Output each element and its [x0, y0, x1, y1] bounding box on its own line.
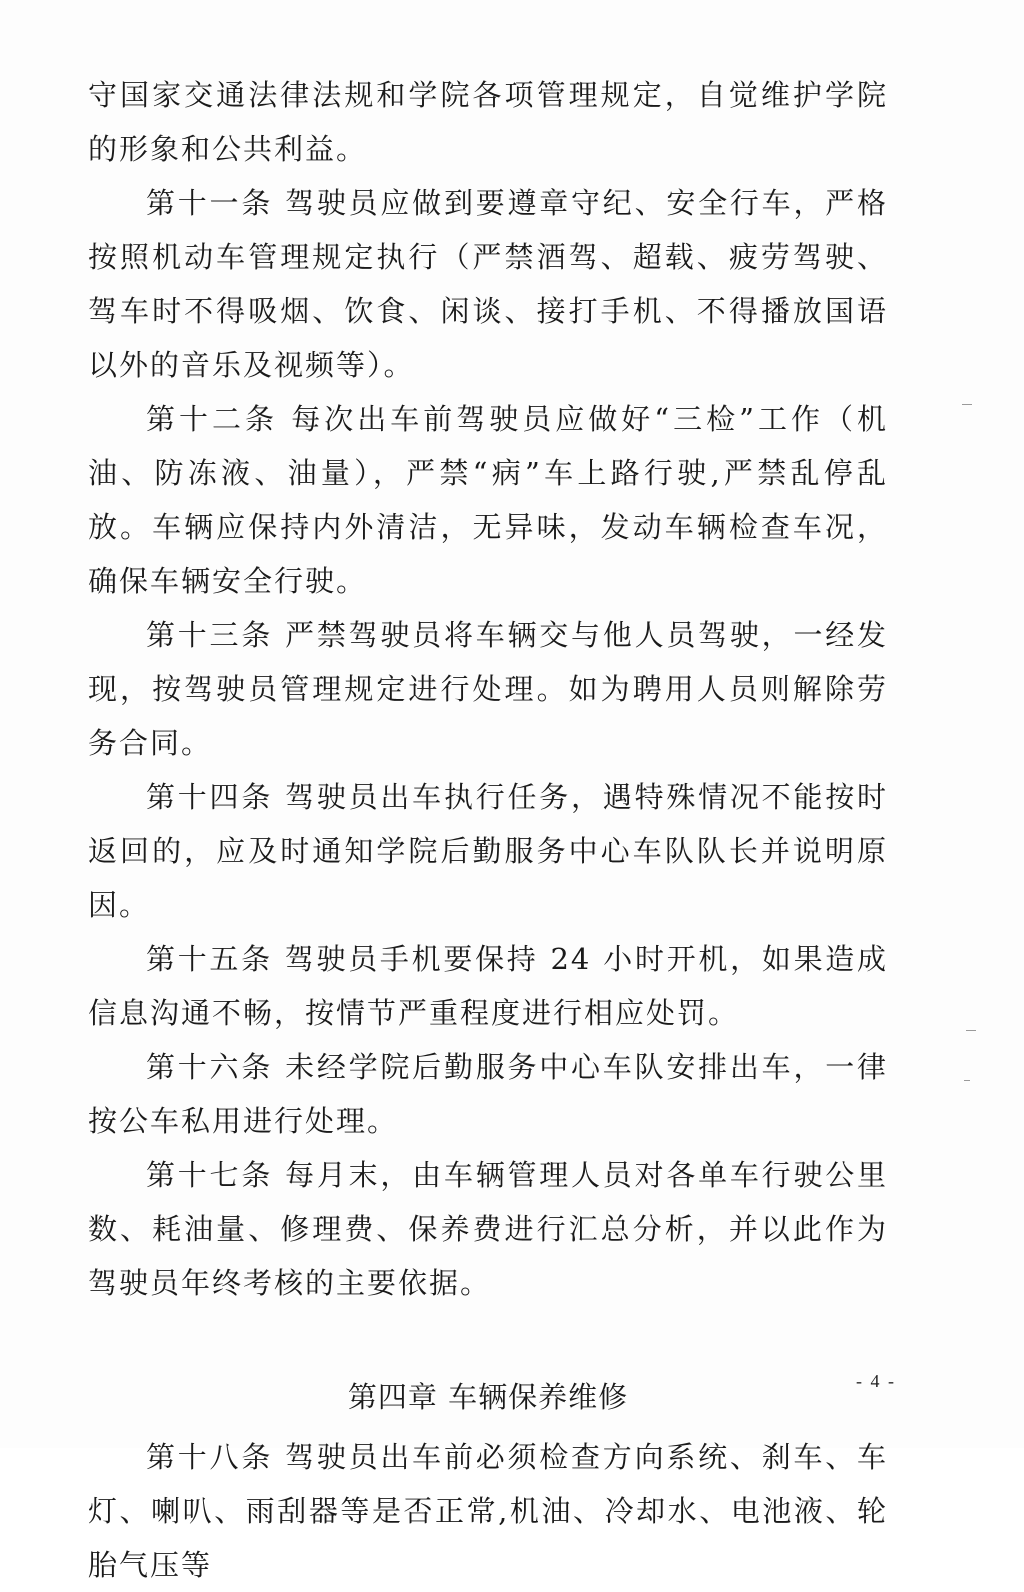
scan-artifact [962, 404, 972, 405]
paragraph-continued: 守国家交通法律法规和学院各项管理规定，自觉维护学院的形象和公共利益。 [88, 78, 888, 166]
article-17: 第十七条 每月末，由车辆管理人员对各单车行驶公里数、耗油量、修理费、保养费进行汇总分析，并以此作为驾驶员年终考核的主要依据。 [88, 1158, 888, 1300]
chapter-heading: 第四章 车辆保养维修 [347, 1380, 629, 1414]
article-18: 第十八条 驾驶员出车前必须检查方向系统、刹车、车灯、喇叭、雨刮器等是否正常,机油、冷却水、电池液、轮胎气压等 [88, 1440, 888, 1582]
article-12: 第十二条 每次出车前驾驶员应做好“三检”工作（机油、防冻液、油量），严禁“病”车上路行驶,严禁乱停乱放。车辆应保持内外清洁，无异味，发动车辆检查车况，确保车辆安全行驶。 [88, 402, 888, 598]
document-body [88, 68, 888, 1592]
page-number: - 4 - [856, 1371, 896, 1391]
article-16: 第十六条 未经学院后勤服务中心车队安排出车，一律按公车私用进行处理。 [88, 1050, 888, 1138]
article-14: 第十四条 驾驶员出车执行任务，遇特殊情况不能按时返回的，应及时通知学院后勤服务中心车队队长并说明原因。 [88, 780, 888, 922]
article-15: 第十五条 驾驶员手机要保持 24 小时开机，如果造成信息沟通不畅，按情节严重程度进行相应处罚。 [88, 942, 888, 1030]
article-13: 第十三条 严禁驾驶员将车辆交与他人员驾驶，一经发现，按驾驶员管理规定进行处理。如为聘用人员则解除劳务合同。 [88, 618, 888, 760]
article-11: 第十一条 驾驶员应做到要遵章守纪、安全行车，严格按照机动车管理规定执行（严禁酒驾、超载、疲劳驾驶、驾车时不得吸烟、饮食、闲谈、接打手机、不得播放国语以外的音乐及视频等）。 [88, 186, 888, 382]
scan-artifact [964, 1080, 970, 1081]
scan-artifact [966, 1030, 976, 1031]
